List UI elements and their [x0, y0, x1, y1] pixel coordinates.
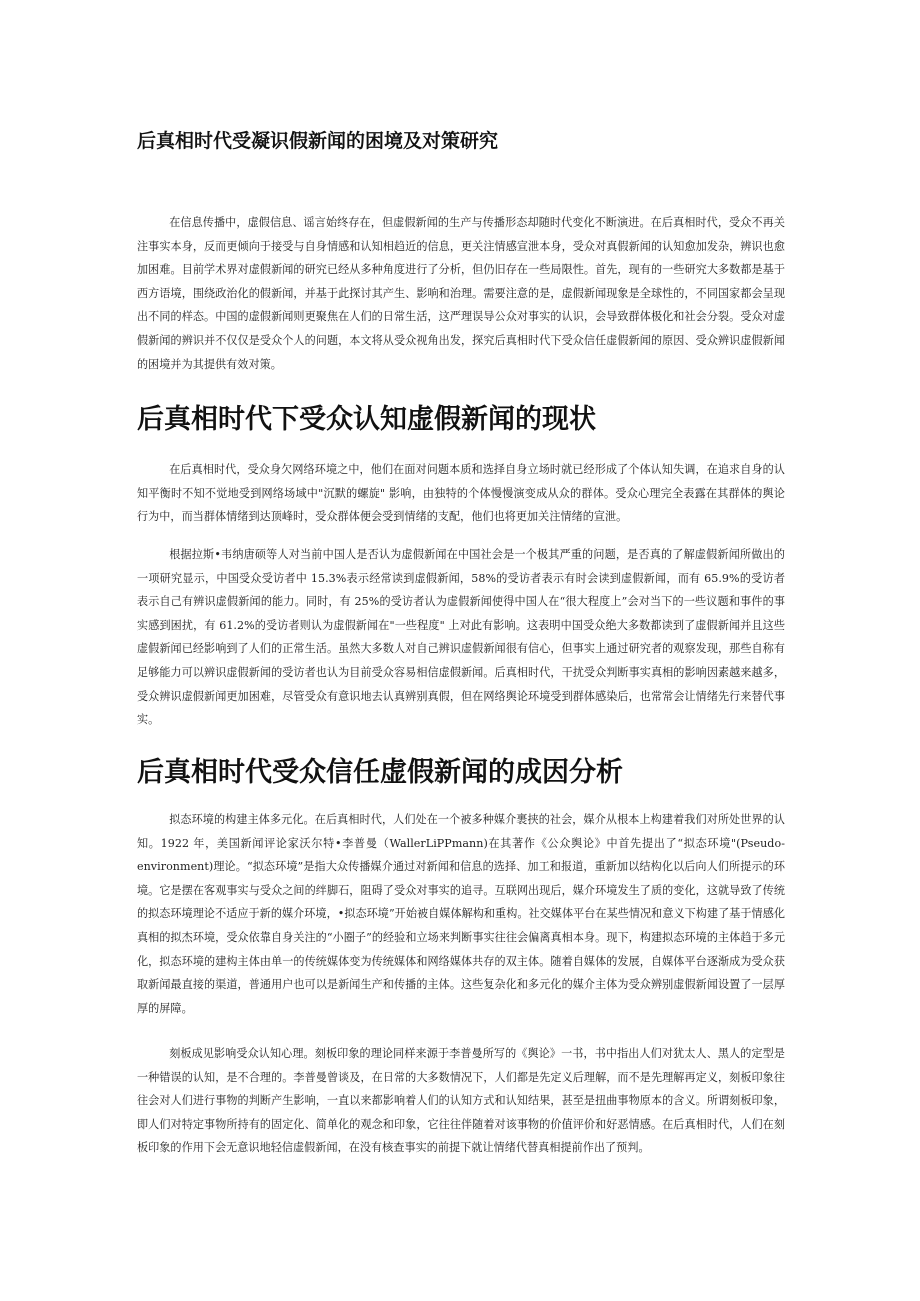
- section-heading-causes: 后真相时代受众信任虚假新闻的成因分析: [137, 757, 623, 788]
- section-2-paragraph-2: 刻板成见影响受众认知心理。刻板印象的理论同样来源于李普曼所写的《舆论》一书，书中指出人们对犹太人、黑人的定型是一种错误的认知，是不合理的。李普曼曾谈及，在日常的大多数情况下，人们都是先定义后理解，而不是先理解再定义，刻板印象往往会对人们进行事物的判断产生影响，一直以来都影响着人们的认知方式和认知结果，甚至是扭曲事物原本的含义。所谓刻板印象，即人们对特定事物所持有的固定化、简单化的观念和印象，它往往伴随着对该事物的价值评价和好恶情感。在后真相时代，人们在刻板印象的作用下会无意识地轻信虚假新闻，在没有核查事实的前提下就让情绪代替真相提前作出了预判。: [137, 1047, 785, 1155]
- section-heading-status: 后真相时代下受众认知虚假新闻的现状: [137, 404, 596, 435]
- section-1-paragraph-2: 根据拉斯•韦纳唐硕等人对当前中国人是否认为虚假新闻在中国社会是一个极其严重的问题，是否真的了解虚假新闻所做出的一项研究显示，中国受众受访者中 15.3%表示经常读到虚假新闻，58%的受访者表示有时会读到虚假新闻，而有 65.9%的受访者表示自己有辨识虚假新闻的能力。同时，有 25%的受访者认为虚假新闻使得中国人在“很大程度上”会对当下的一些议题和事件的事实感到困扰，有 61.2%的受访者则认为虚假新闻在"一些程度" 上对此有影响。这表明中国受众绝大多数都读到了虚假新闻并且这些虚假新闻已经影响到了人们的正常生活。虽然大多数人对自己辨识虚假新闻很有信心，但事实上通过研究者的观察发现，那些自称有足够能力可以辨识虚假新闻的受访者也认为目前受众容易相信虚假新闻。后真相时代，干扰受众判断事实真相的影响因素越来越多，受众辨识虚假新闻更加困难，尽管受众有意识地去认真辨别真假，但在网络舆论环境受到群体感染后，也常常会让情绪先行来替代事实。: [137, 548, 785, 727]
- section-1-paragraph-1: 在后真相时代，受众身欠网络环境之中，他们在面对问题本质和选择自身立场时就已经形成了个体认知失调，在追求自身的认知平衡时不知不觉地受到网络场域中"沉默的螺旋" 影响，由独特的个体慢慢演变成从众的群体。受众心理完全表露在其群体的舆论行为中，而当群体情绪到达顶峰时，受众群体便会受到情绪的支配，他们也将更加关注情绪的宣泄。: [137, 463, 785, 524]
- intro-paragraph: 在信息传播中，虚假信息、谣言始终存在，但虚假新闻的生产与传播形态却随时代变化不断演进。在后真相时代，受众不再关注事实本身，反而更倾向于接受与自身情感和认知相趋近的信息，更关注情感宣泄本身，受众对真假新闻的认知愈加发杂，辨识也愈加困难。目前学术界对虚假新闻的研究已经从多种角度进行了分析，但仍旧存在一些局限性。首先，现有的一些研究大多数都是基于西方语境，围绕政治化的假新闻，并基于此探讨其产生、影响和治理。需要注意的是，虚假新闻现象是全球性的，不同国家都会呈现出不同的样态。中国的虚假新闻则更聚焦在人们的日常生活，这严理误导公众对事实的认识，会导致群体极化和社会分裂。受众对虚假新闻的辨识并不仅仅是受众个人的问题，本文将从受众视角出发，探究后真相时代下受众信任虚假新闻的原因、受众辨识虚假新闻的困境并为其提供有效对策。: [137, 216, 785, 371]
- document-title: 后真相时代受凝识假新闻的困境及对策研究: [137, 130, 499, 152]
- section-2-paragraph-1: 拟态环境的构建主体多元化。在后真相时代，人们处在一个被多种媒介裹挟的社会，媒介从根本上构建着我们对所处世界的认知。1922 年，美国新闻评论家沃尔特•李普曼（WallerLiPPmann)在其著作《公众舆论》中首先提出了“拟态环境"(Pseudo-environment)理论。“拟态环境”是指大众传播媒介通过对新闻和信息的选择、加工和报道，重新加以结构化以后向人们所提示的环境。它是摆在客观事实与受众之间的绊脚石，阻碍了受众对事实的追寻。互联网出现后，媒介环境发生了质的变化，这就导致了传统的拟态环境理论不适应于新的媒介环境，•拟态环境”开始被自媒体解构和重构。社交媒体平台在某些情况和意义下构建了基于情感化真相的拟杰环境，受众依靠自身关注的“小圈子”的经验和立场来判断事实往往会偏离真相本身。现下，构建拟态环境的主体趋于多元化，拟态环境的建构主体由单一的传统媒体变为传统媒体和网络媒体共存的双主体。随着自媒体的发展，自媒体平台逐渐成为受众获取新闻最直接的渠道，普通用户也可以是新闻生产和传播的主体。这些复杂化和多元化的媒介主体为受众辨别虚假新闻设置了一层厚厚的屏障。: [137, 813, 785, 1015]
